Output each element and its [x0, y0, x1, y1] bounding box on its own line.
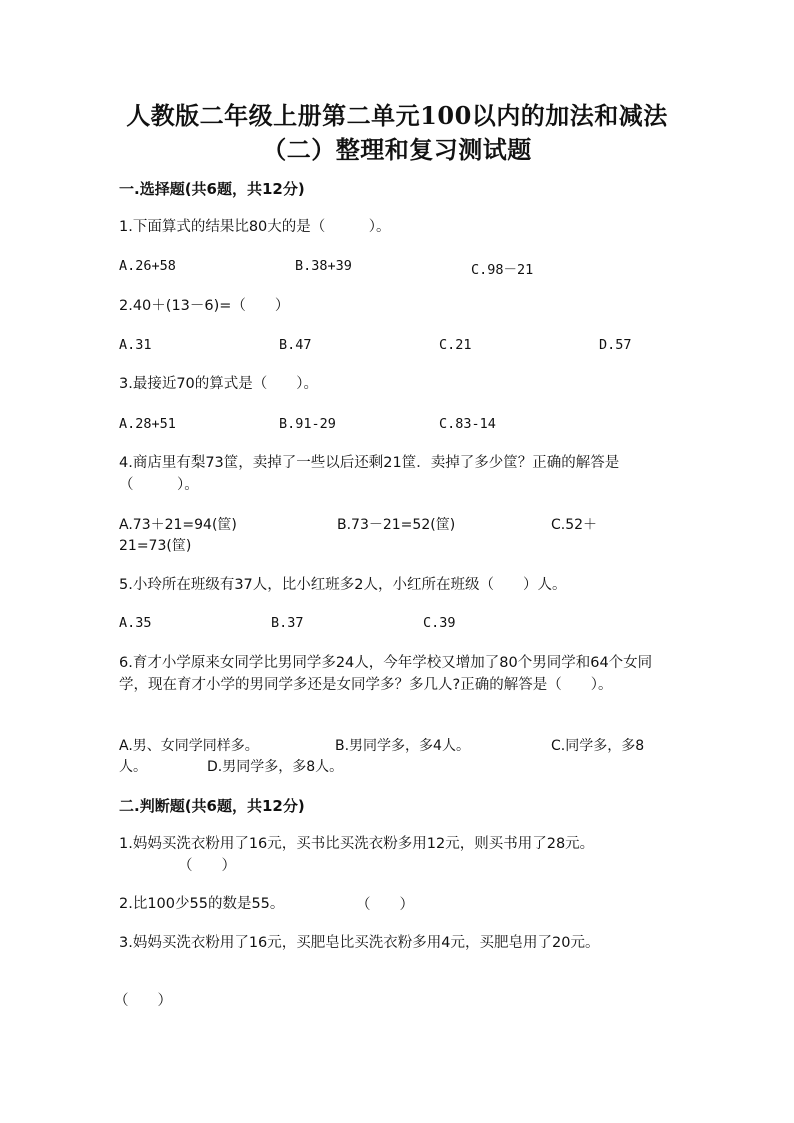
option-b: B.37 [271, 615, 304, 631]
option-c-continued: 21=73(筐) [119, 538, 192, 554]
option-c-continued: 人。 [119, 759, 147, 775]
option-d: D.男同学多，多8人。 [207, 759, 344, 775]
question-text: 1.妈妈买洗衣粉用了16元，买书比买洗衣粉多用12元，则买书用了28元。 [119, 836, 595, 852]
question-text: 4.商店里有梨73筐，卖掉了一些以后还剩21筐．卖掉了多少筐？正确的解答是（ ）。 [119, 455, 620, 493]
option-a: A.31 [119, 337, 152, 353]
option-b: B.73－21=52(筐) [337, 517, 456, 533]
question-text: 2.40＋(13－6)=（ ） [119, 298, 290, 314]
option-b: B.47 [279, 337, 312, 353]
page-subtitle: （二）整理和复习测试题 [262, 135, 532, 164]
page-title: 人教版二年级上册第二单元100以内的加法和减法 [126, 101, 668, 130]
option-b: B.38+39 [295, 258, 352, 274]
question-text: 5.小玲所在班级有37人，比小红班多2人，小红所在班级（ ）人。 [119, 577, 567, 593]
option-c: C.52＋ [551, 517, 598, 533]
section-heading-choice: 一.选择题(共6题，共12分) [119, 180, 305, 198]
option-c: C.39 [423, 615, 456, 631]
option-d: D.57 [599, 337, 632, 353]
answer-blank[interactable]: （ ） [356, 897, 414, 913]
question-text: 3.妈妈买洗衣粉用了16元，买肥皂比买洗衣粉多用4元，买肥皂用了20元。 [119, 935, 600, 951]
option-a: A.73＋21=94(筐) [119, 517, 237, 533]
section-heading-judgment: 二.判断题(共6题，共12分) [119, 797, 305, 815]
question-text: 2.比100少55的数是55。 [119, 896, 285, 912]
option-c: C.83-14 [439, 416, 496, 432]
question-text: 6.育才小学原来女同学比男同学多24人，今年学校又增加了80个男同学和64个女同学，现在育才小学的男同学多还是女同学多？多几人?正确的解答是（ ）。 [119, 655, 653, 693]
answer-blank[interactable]: （ ） [114, 993, 172, 1009]
answer-blank[interactable]: （ ） [178, 858, 236, 874]
option-a: A.28+51 [119, 416, 176, 432]
option-c: C.同学多，多8 [551, 738, 645, 754]
option-b: B.91-29 [279, 416, 336, 432]
question-text: 3.最接近70的算式是（ ）。 [119, 376, 319, 392]
option-b: B.男同学多，多4人。 [335, 738, 470, 754]
option-a: A.35 [119, 615, 152, 631]
option-c: C.21 [439, 337, 472, 353]
option-a: A.男、女同学同样多。 [119, 738, 259, 754]
question-text: 1.下面算式的结果比80大的是（ ）。 [119, 219, 391, 235]
option-a: A.26+58 [119, 258, 176, 274]
option-c: C.98－21 [471, 262, 534, 278]
